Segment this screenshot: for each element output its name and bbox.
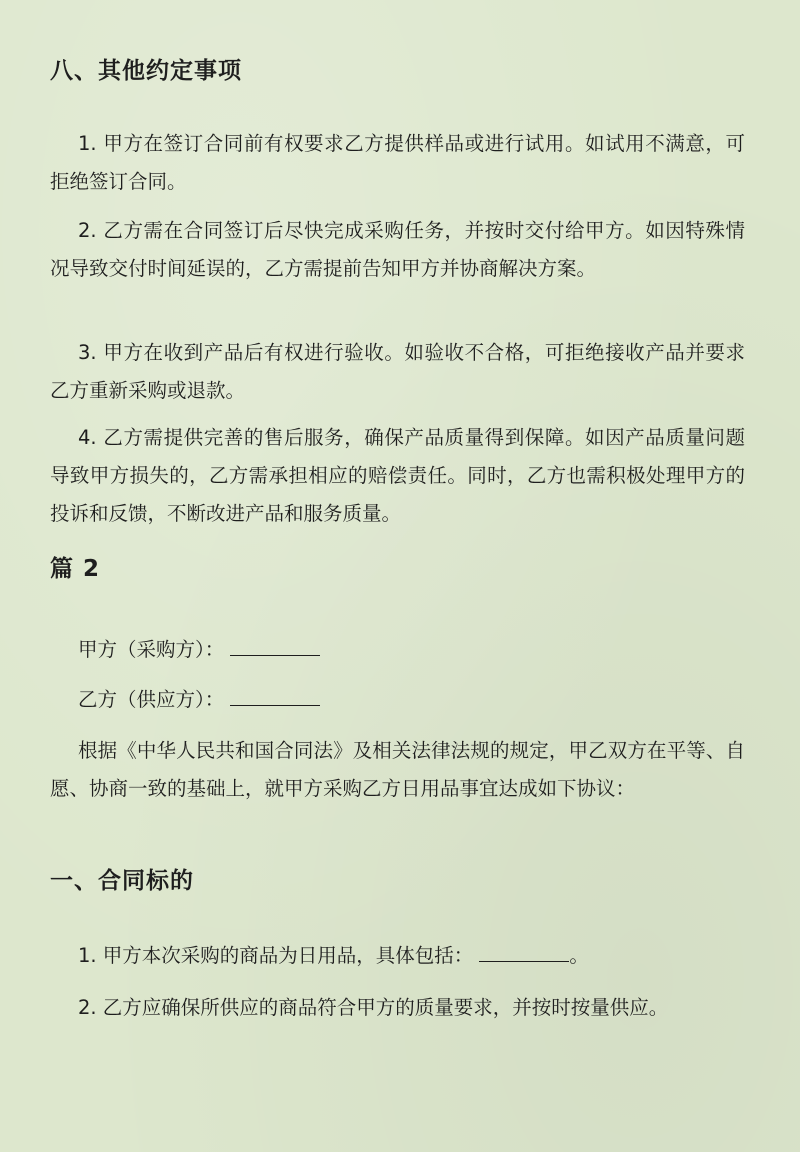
goods-blank[interactable] (479, 939, 569, 962)
section1-item-1-end: 。 (569, 944, 589, 967)
party-a-label: 甲方（采购方）： (78, 638, 225, 661)
section1-item-2: 2. 乙方应确保所供应的商品符合甲方的质量要求，并按时按量供应。 (78, 996, 669, 1019)
party-b-blank[interactable] (230, 683, 320, 706)
party-b-line (78, 681, 320, 719)
section1-title: 一、合同标的 (50, 868, 194, 894)
party-b-label: 乙方（供应方）： (78, 688, 225, 711)
section8-item-1: 1. 甲方在签订合同前有权要求乙方提供样品或进行试用。如试用不满意，可拒绝签订合同。 (50, 132, 745, 193)
party-a-blank[interactable] (230, 633, 320, 656)
section8-title: 八、其他约定事项 (50, 58, 242, 84)
section8-item-3: 3. 甲方在收到产品后有权进行验收。如验收不合格，可拒绝接收产品并要求乙方重新采购或退款。 (50, 341, 745, 402)
party-a-line (78, 631, 320, 669)
section8-item-2: 2. 乙方需在合同签订后尽快完成采购任务，并按时交付给甲方。如因特殊情况导致交付时间延误的，乙方需提前告知甲方并协商解决方案。 (50, 219, 745, 280)
section8-item-4: 4. 乙方需提供完善的售后服务，确保产品质量得到保障。如因产品质量问题导致甲方损失的，乙方需承担相应的赔偿责任。同时，乙方也需积极处理甲方的投诉和反馈，不断改进产品和服务质量。 (50, 426, 745, 525)
section1-item-1-text: 1. 甲方本次采购的商品为日用品，具体包括： (78, 944, 474, 967)
part2-title: 篇 2 (50, 556, 101, 582)
part2-intro: 根据《中华人民共和国合同法》及相关法律法规的规定，甲乙双方在平等、自愿、协商一致的基础上，就甲方采购乙方日用品事宜达成如下协议： (50, 739, 745, 800)
section1-item-1 (78, 937, 589, 975)
